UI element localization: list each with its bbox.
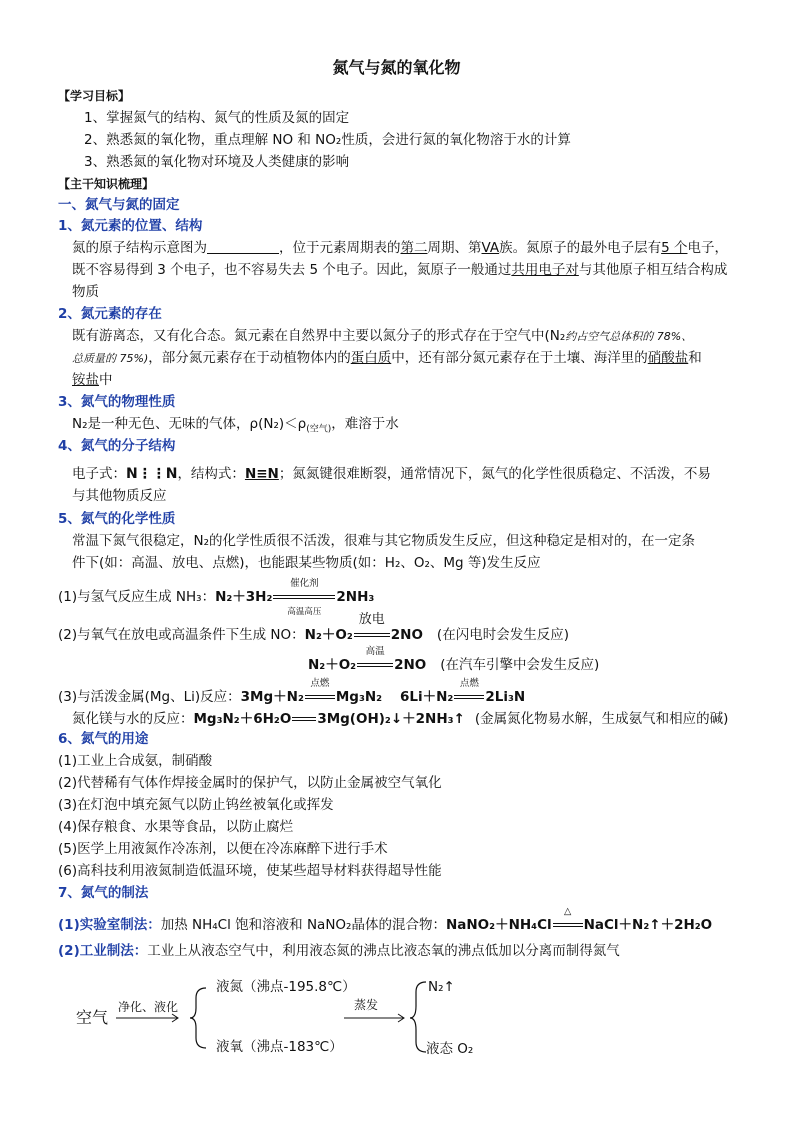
part-heading: 一、氮气与氮的固定: [58, 197, 180, 213]
reaction-line: (1)与氢气反应生成 NH₃：N₂＋3H₂ 催化剂 高温高压 2NH₃: [58, 578, 375, 617]
reaction-arrow: 放电: [354, 624, 390, 646]
diagram-air: 空气: [76, 1008, 109, 1027]
reaction-arrow: 催化剂 高温高压: [273, 586, 335, 608]
goal-item: 1、掌握氮气的结构、氮气的性质及氮的固定: [84, 110, 350, 126]
paragraph-line: 铵盐中: [72, 372, 113, 388]
paragraph-line: 氮的原子结构示意图为 ，位于元素周期表的第二周期、第VA族。氮原子的最外电子层有5 个电子，: [72, 240, 728, 256]
list-item: (4)保存粮食、水果等食品，以防止腐烂: [58, 819, 294, 835]
reaction-arrow: △: [553, 914, 583, 936]
paragraph-line: 常温下氮气很稳定，N₂的化学性质很不活泼，很难与其它物质发生反应，但这种稳定是相对的，在一定条: [72, 533, 696, 549]
page-title: 氮气与氮的氧化物: [332, 58, 461, 77]
paragraph-line: 总质量的 75%)，部分氮元素存在于动植物体内的蛋白质中，还有部分氮元素存在于土壤、海洋里的硝酸盐和: [72, 350, 702, 366]
reaction-arrow: 高温: [357, 654, 393, 676]
paragraph-line: 件下(如：高温、放电、点燃)，也能跟某些物质(如：H₂、O₂、Mg 等)发生反应: [72, 555, 541, 571]
goal-item: 2、熟悉氮的氧化物，重点理解 NO 和 NO₂性质，会进行氮的氧化物溶于水的计算: [84, 132, 571, 148]
paragraph-line: 物质: [72, 284, 99, 300]
section-heading: 7、氮气的制法: [58, 885, 149, 901]
goal-item: 3、熟悉氮的氧化物对环境及人类健康的影响: [84, 154, 350, 170]
reaction-arrow: 点燃: [305, 686, 335, 708]
paragraph-line: (2)工业制法：工业上从液态空气中，利用液态氮的沸点比液态氧的沸点低加以分离而制得氮气: [58, 943, 620, 959]
section-heading: 2、氮元素的存在: [58, 306, 162, 322]
structural-formula: N≡N: [244, 466, 279, 482]
paragraph-line: 与其他物质反应: [72, 488, 167, 504]
list-item: (5)医学上用液氮作冷冻剂，以便在冷冻麻醉下进行手术: [58, 841, 388, 857]
reaction-line: 氮化镁与水的反应：Mg₃N₂＋6H₂O 3Mg(OH)₂↓＋2NH₃↑ (金属氮化物易水解，生成氨气和相应的碱): [72, 708, 728, 730]
section-heading: 3、氮气的物理性质: [58, 394, 176, 410]
goals-header: 【学习目标】: [58, 89, 131, 103]
list-item: (1)工业上合成氨，制硝酸: [58, 753, 213, 769]
section-heading: 4、氮气的分子结构: [58, 438, 176, 454]
list-item: (6)高科技利用液氮制造低温环境，使某些超导材料获得超导性能: [58, 863, 442, 879]
list-item: (2)代替稀有气体作焊接金属时的保护气，以防止金属被空气氧化: [58, 775, 442, 791]
section-heading: 6、氮气的用途: [58, 731, 149, 747]
paragraph-line: N₂是一种无色、无味的气体，$\rho(N_2)<\rho_{(空气)}$，难溶于水: [72, 416, 399, 435]
diagram-n2: N₂↑: [428, 979, 455, 995]
paragraph-line: 既有游离态，又有化合态。氮元素在自然界中主要以氮分子的形式存在于空气中(N₂约占空气总体积的 78%、: [72, 328, 693, 344]
reaction-line: (2)与氧气在放电或高温条件下生成 NO：N₂＋O₂ 放电 2NO (在闪电时会发生反应): [58, 624, 569, 646]
list-item: (3)在灯泡中填充氮气以防止钨丝被氧化或挥发: [58, 797, 334, 813]
paragraph-line: 既不容易得到 3 个电子，也不容易失去 5 个电子。因此，氮原子一般通过共用电子对与其他原子相互结合构成: [72, 262, 728, 278]
diagram-liquid-oxygen: 液氧（沸点-183℃）: [216, 1039, 343, 1055]
diagram-step: 蒸发: [354, 998, 379, 1012]
reaction-line: (1)实验室制法：加热 NH₄Cl 饱和溶液和 NaNO₂晶体的混合物：NaNO₂＋NH₄Cl △ NaCl＋N₂↑＋2H₂O: [58, 914, 712, 936]
section-heading: 5、氮气的化学性质: [58, 511, 176, 527]
diagram-o2: 液态 O₂: [426, 1041, 474, 1057]
brace: [410, 982, 426, 1052]
section-heading: 1、氮元素的位置、结构: [58, 218, 203, 234]
reaction-line: 6Li＋N₂ 点燃 2Li₃N: [400, 686, 525, 708]
reaction-line: N₂＋O₂ 高温 2NO (在汽车引擎中会发生反应): [308, 654, 599, 676]
diagram-step: 净化、液化: [118, 1000, 179, 1014]
diagram-liquid-nitrogen: 液氮（沸点-195.8℃）: [216, 979, 356, 995]
reaction-arrow: 点燃: [454, 686, 484, 708]
brace: [190, 988, 206, 1048]
paragraph-line: 电子式：N⋮⋮N，结构式：N≡N；氮氮键很难断裂，通常情况下，氮气的化学性很质稳定、不活泼，不易: [72, 466, 711, 482]
electron-formula: N⋮⋮N: [126, 466, 178, 482]
reaction-line: (3)与活泼金属(Mg、Li)反应：3Mg＋N₂ 点燃 Mg₃N₂: [58, 686, 382, 708]
knowledge-header: 【主干知识梳理】: [58, 177, 155, 191]
